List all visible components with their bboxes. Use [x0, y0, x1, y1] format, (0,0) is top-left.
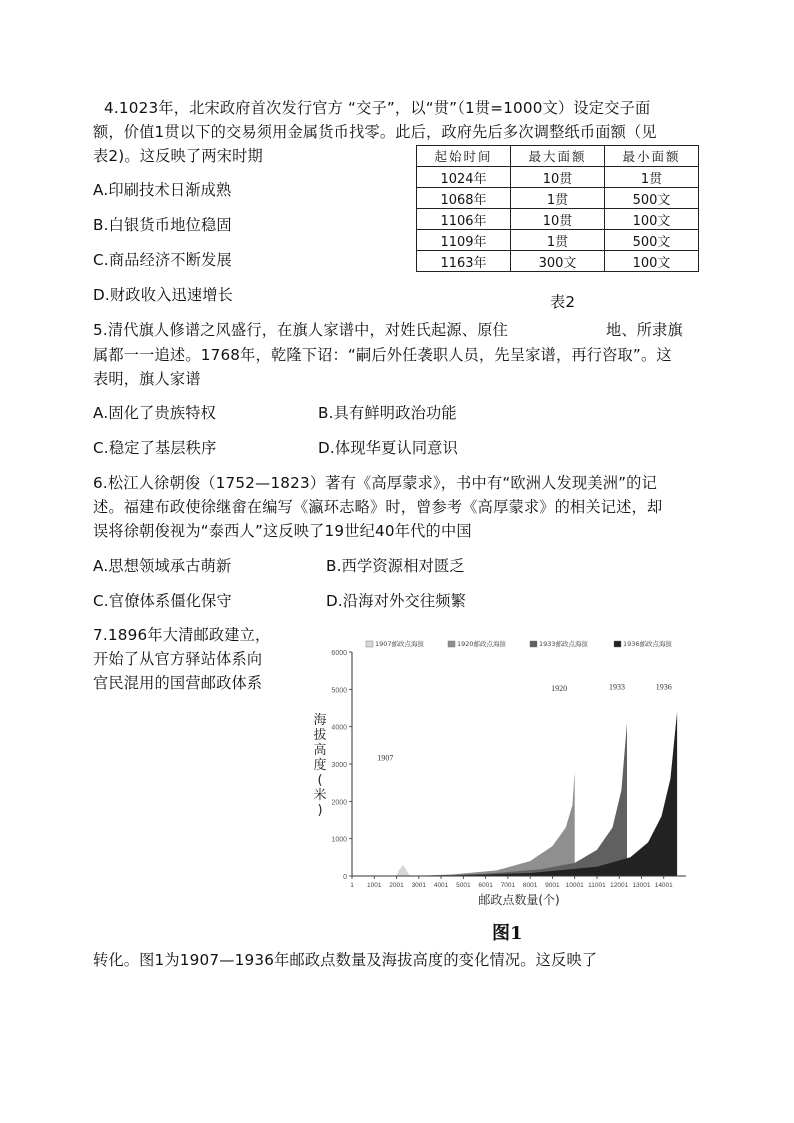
table-cell: 100文 — [605, 251, 699, 272]
table-header-row — [417, 146, 699, 167]
q4-option-a: A.印刷技术日渐成熟 — [93, 181, 232, 199]
legend-swatch — [366, 641, 373, 647]
q6-line3: 误将徐朝俊视为“泰西人”这反映了19世纪40年代的中国 — [93, 522, 472, 540]
x-axis-label: 邮政点数量(个) — [478, 893, 560, 907]
table-cell: 1贯 — [605, 167, 699, 188]
q6-option-d: D.沿海对外交往频繁 — [326, 592, 467, 610]
y-tick-label: 3000 — [331, 762, 347, 769]
x-tick-label: 4001 — [433, 882, 449, 889]
table-cell: 1贯 — [511, 230, 605, 251]
table-cell: 500文 — [605, 230, 699, 251]
series-label-1933: 1933 — [608, 682, 625, 692]
table-row — [417, 167, 699, 188]
x-tick-label: 5001 — [456, 882, 471, 889]
q7-line3: 官民混用的国营邮政体系 — [93, 674, 263, 692]
y-axis-label-char: 高 — [313, 743, 327, 758]
table-cell: 500文 — [605, 188, 699, 209]
legend-swatch — [614, 641, 621, 647]
series-label-1936: 1936 — [655, 682, 672, 692]
table-cell: 1106年 — [417, 209, 511, 230]
series-label-1907: 1907 — [377, 753, 394, 763]
q6-line1: 6.松江人徐朝俊（1752—1823）著有《高厚蒙求》，书中有“欧洲人发现美洲”的记 — [93, 474, 657, 492]
q6-option-c: C.官僚体系僵化保守 — [93, 592, 232, 610]
x-tick-label: 3001 — [411, 882, 427, 889]
y-tick-label: 4000 — [331, 724, 347, 732]
x-tick-label: 8001 — [522, 882, 538, 889]
series-area-1920 — [408, 772, 575, 877]
x-tick-label: 7001 — [500, 882, 516, 889]
table-header: 起始时间 — [417, 146, 511, 167]
figure-1-chart — [300, 638, 700, 908]
table-cell: 1024年 — [417, 167, 511, 188]
legend-label: 1936邮政点海拔 — [623, 640, 673, 648]
q7-line4: 转化。图1为1907—1936年邮政点数量及海拔高度的变化情况。这反映了 — [93, 951, 598, 969]
q5-option-b: B.具有鲜明政治功能 — [318, 404, 457, 422]
q4-option-d: D.财政收入迅速增长 — [93, 286, 234, 304]
table-row — [417, 251, 699, 272]
q7-line1: 7.1896年大清邮政建立， — [93, 626, 271, 644]
table-cell: 1109年 — [417, 230, 511, 251]
q5-line1b: 地、所隶旗 — [606, 321, 683, 339]
table-cell: 1贯 — [511, 188, 605, 209]
y-axis-label-char: 米 — [313, 788, 327, 803]
x-tick-label: 10001 — [565, 882, 584, 889]
q5-line3: 表明，旗人家谱 — [93, 370, 201, 388]
legend-label: 1907邮政点海拔 — [375, 640, 425, 648]
y-tick-label: 0 — [343, 874, 347, 881]
q5-option-d: D.体现华夏认同意识 — [318, 439, 459, 457]
table-cell: 1068年 — [417, 188, 511, 209]
table-cell: 100文 — [605, 209, 699, 230]
q6-option-b: B.西学资源相对匮乏 — [326, 557, 465, 575]
series-label-1920: 1920 — [551, 684, 568, 694]
q4-option-b: B.白银货币地位稳固 — [93, 216, 232, 234]
table-header: 最小面额 — [605, 146, 699, 167]
q6-line2: 述。福建布政使徐继畲在编写《瀛环志略》时，曾参考《高厚蒙求》的相关记述，却 — [93, 498, 663, 516]
y-axis-label-char: ( — [317, 773, 323, 788]
chart-svg — [300, 638, 700, 908]
table-row — [417, 209, 699, 230]
table-cell: 300文 — [511, 251, 605, 272]
x-tick-label: 2001 — [389, 882, 404, 889]
q4-option-c: C.商品经济不断发展 — [93, 251, 232, 269]
x-tick-label: 11001 — [588, 882, 606, 889]
q6-option-a: A.思想领域承古萌新 — [93, 557, 232, 575]
q4-line3: 表2)。这反映了两宋时期 — [93, 147, 263, 165]
y-axis-label-char: ) — [317, 803, 323, 818]
denomination-table — [416, 145, 699, 272]
x-tick-label: 1001 — [367, 882, 382, 889]
legend-label: 1933邮政点海拔 — [539, 640, 589, 648]
x-tick-label: 9001 — [545, 882, 560, 889]
y-axis-label-char: 度 — [313, 758, 327, 773]
table-caption: 表2 — [550, 293, 576, 311]
y-tick-label: 1000 — [331, 836, 347, 844]
x-tick-label: 13001 — [632, 882, 651, 889]
table-cell: 10贯 — [511, 209, 605, 230]
table-cell: 10贯 — [511, 167, 605, 188]
q4-line2: 额，价值1贯以下的交易须用金属货币找零。此后，政府先后多次调整纸币面额（见 — [93, 123, 657, 141]
q7-line2: 开始了从官方驿站体系向 — [93, 650, 263, 668]
x-tick-label: 6001 — [478, 882, 493, 889]
y-tick-label: 6000 — [331, 650, 347, 657]
y-tick-label: 2000 — [331, 799, 347, 807]
q5-option-c: C.稳定了基层秩序 — [93, 439, 217, 457]
x-tick-label: 12001 — [610, 882, 629, 889]
table-header: 最大面额 — [511, 146, 605, 167]
legend-swatch — [530, 641, 537, 647]
series-area-1907 — [397, 865, 410, 876]
y-tick-label: 5000 — [331, 687, 347, 695]
legend-label: 1920邮政点海拔 — [457, 640, 507, 648]
q4-line1: 4.1023年，北宋政府首次发行官方 “交子”，以“贯”（1贯=1000文）设定交子面 — [104, 99, 651, 117]
figure-title: 图1 — [492, 923, 523, 944]
q5-line2: 属都一一追述。1768年，乾隆下诏：“嗣后外任袭职人员，先呈家谱，再行咨取”。这 — [93, 346, 672, 364]
series-area-1933 — [419, 723, 627, 876]
x-tick-label: 14001 — [654, 882, 673, 889]
q5-line1a: 5.清代旗人修谱之风盛行，在旗人家谱中，对姓氏起源、原住 — [93, 321, 508, 339]
legend-swatch — [448, 641, 455, 647]
y-axis-label-char: 拔 — [313, 728, 327, 743]
table-cell: 1163年 — [417, 251, 511, 272]
q5-option-a: A.固化了贵族特权 — [93, 404, 217, 422]
x-tick-label: 1 — [350, 882, 354, 889]
table-row — [417, 230, 699, 251]
y-axis-label-char: 海 — [313, 713, 327, 728]
table-row — [417, 188, 699, 209]
